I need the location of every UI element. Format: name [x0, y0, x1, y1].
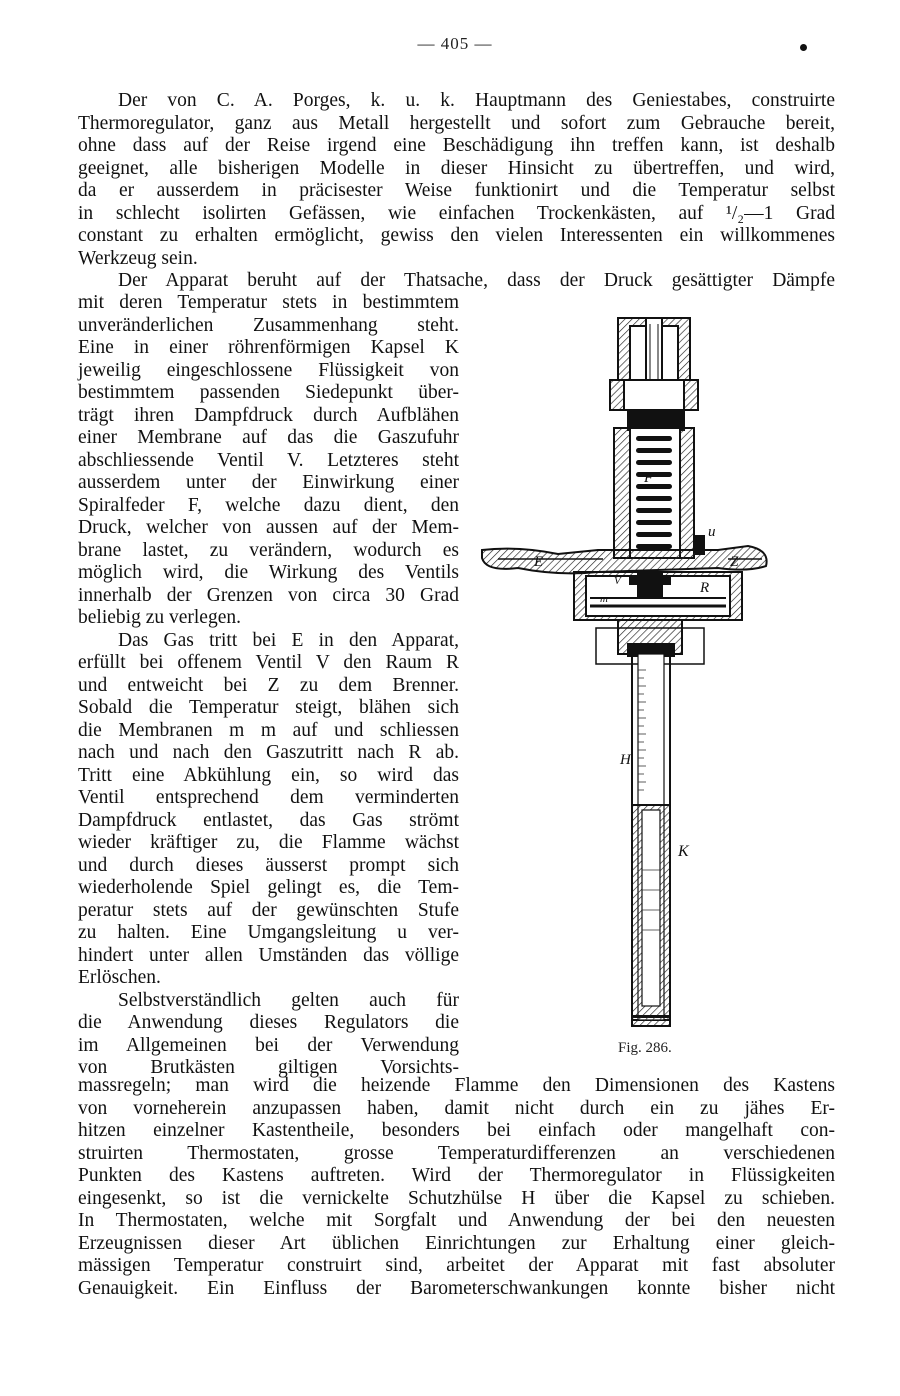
paragraph-bottom [78, 1075, 835, 1300]
text-line: bestimmtem passenden Siedepunkt über- [78, 382, 459, 403]
text-line: Thermoregulator, ganz aus Metall hergestellt und sofort zum Gebrauche bereit, [78, 112, 835, 134]
text-column [78, 292, 459, 1080]
thermoregulator-figure [478, 310, 770, 1030]
text-line: die Membranen m m auf und schliessen [78, 719, 459, 741]
text-line: wieder kräftiger zu, die Flamme wächst [78, 832, 459, 853]
label-R: R [700, 580, 710, 596]
text-line: hindert unter allen Umständen das völlige [78, 944, 459, 966]
label-u: u [708, 524, 716, 540]
label-H: H [620, 752, 631, 768]
text-line: massregeln; man wird die heizende Flamme den Dimensionen des Kastens [78, 1075, 835, 1096]
figure-caption: Fig. 286. [618, 1040, 672, 1056]
text-line: zu halten. Eine Umgangsleitung u ver- [78, 922, 459, 943]
text-line: Dampfdruck entlastet, das Gas strömt [78, 809, 459, 831]
text-line: und entweicht bei Z zu dem Brenner. [78, 674, 459, 696]
text-line: Selbstverständlich gelten auch für [118, 989, 459, 1011]
text-line: constant zu erhalten ermöglicht, gewiss den vielen Interessenten ein willkommenes [78, 225, 835, 246]
text-line: jeweilig eingeschlossene Flüssigkeit von [78, 359, 459, 381]
text-line: im Allgemeinen bei der Verwendung [78, 1034, 459, 1056]
text-line: struirten Thermostaten, grosse Temperaturdifferenzen an verschiedenen [78, 1142, 835, 1164]
text-line: von Brutkästen giltigen Vorsichts- [78, 1057, 459, 1078]
text-line: unveränderlichen Zusammenhang steht. [78, 314, 459, 336]
text-line: Punkten des Kastens auftreten. Wird der Thermoregulator in Flüssigkeiten [78, 1165, 835, 1186]
text-line: trägt ihren Dampfdruck durch Aufblähen [78, 404, 459, 426]
text-line: Der von C. A. Porges, k. u. k. Hauptmann des Geniestabes, construirte [118, 90, 835, 111]
text-line: geeignet, alle bisherigen Modelle in dieser Hinsicht zu übertreffen, und wird, [78, 157, 835, 179]
text-line: Werkzeug sein. [78, 247, 198, 269]
label-F: F [644, 470, 654, 486]
page-number: — 405 — [417, 34, 493, 53]
text-line: Sobald die Temperatur steigt, blähen sich [78, 697, 459, 718]
ink-dot [800, 44, 807, 51]
text-line: Tritt eine Abkühlung ein, so wird das [78, 764, 459, 786]
text-line: Eine in einer röhrenförmigen Kapsel K [78, 337, 459, 358]
text-line: ausserdem unter der Einwirkung einer [78, 472, 459, 493]
text-line: Ventil entsprechend dem verminderten [78, 787, 459, 808]
text-line: Erlöschen. [78, 967, 161, 988]
text-line: peratur stets auf der gewünschten Stufe [78, 899, 459, 921]
text-line: Druck, welcher von aussen auf der Mem- [78, 517, 459, 538]
text-line: in schlecht isolirten Gefässen, wie einfachen Trockenkästen, auf ¹/₂—1 Grad [78, 202, 835, 224]
text-line: mit deren Temperatur stets in bestimmtem [78, 292, 459, 313]
text-line: Spiralfeder F, welche dazu dient, den [78, 494, 459, 516]
text-line: wiederholende Spiel gelingt es, die Tem- [78, 877, 459, 898]
text-line: die Anwendung dieses Regulators die [78, 1012, 459, 1033]
label-E: E [534, 554, 544, 570]
label-m: m [600, 593, 608, 605]
text-line: In Thermostaten, welche mit Sorgfalt und Anwendung der bei den neuesten [78, 1210, 835, 1231]
text-line: möglich wird, die Wirkung des Ventils [78, 562, 459, 583]
text-line: beliebig zu verlegen. [78, 607, 241, 628]
paragraph-1 [78, 90, 835, 293]
text-line: innerhalb der Grenzen von circa 30 Grad [78, 584, 459, 606]
text-line: Das Gas tritt bei E in den Apparat, [118, 629, 459, 651]
text-line: ohne dass auf der Reise irgend eine Beschädigung ihn treffen kann, ist deshalb [78, 135, 835, 156]
label-Z: Z [730, 554, 739, 570]
text-line: Genauigkeit. Ein Einfluss der Barometerschwankungen konnte bisher nicht [78, 1277, 835, 1299]
text-line: von vorneherein anzupassen haben, damit nicht durch ein zu jähes Er- [78, 1097, 835, 1119]
text-line: Erzeugnissen dieser Art üblichen Einrichtungen zur Erhaltung einer gleich- [78, 1232, 835, 1254]
text-line: hitzen einzelner Kastentheile, besonders bei einfach oder mangelhaft con- [78, 1120, 835, 1141]
text-line: Der Apparat beruht auf der Thatsache, dass der Druck gesättigter Dämpfe [118, 270, 835, 291]
text-line: da er ausserdem in präcisester Weise funktionirt und die Temperatur selbst [78, 180, 835, 201]
text-line: einer Membrane auf das die Gaszufuhr [78, 427, 459, 448]
label-V: V [614, 575, 621, 587]
text-line: und durch dieses äusserst prompt sich [78, 854, 459, 876]
text-line: eingesenkt, so ist die vernickelte Schutzhülse H über die Kapsel zu schieben. [78, 1187, 835, 1209]
text-line: abschliessende Ventil V. Letzteres steht [78, 449, 459, 471]
text-line: mässigen Temperatur construirt sind, arbeitet der Apparat mit fast absoluter [78, 1255, 835, 1276]
label-K: K [678, 843, 689, 860]
text-line: nach und nach den Gaszutritt nach R ab. [78, 742, 459, 763]
text-line: erfüllt bei offenem Ventil V den Raum R [78, 652, 459, 673]
text-line: brane lastet, zu verändern, wodurch es [78, 539, 459, 561]
